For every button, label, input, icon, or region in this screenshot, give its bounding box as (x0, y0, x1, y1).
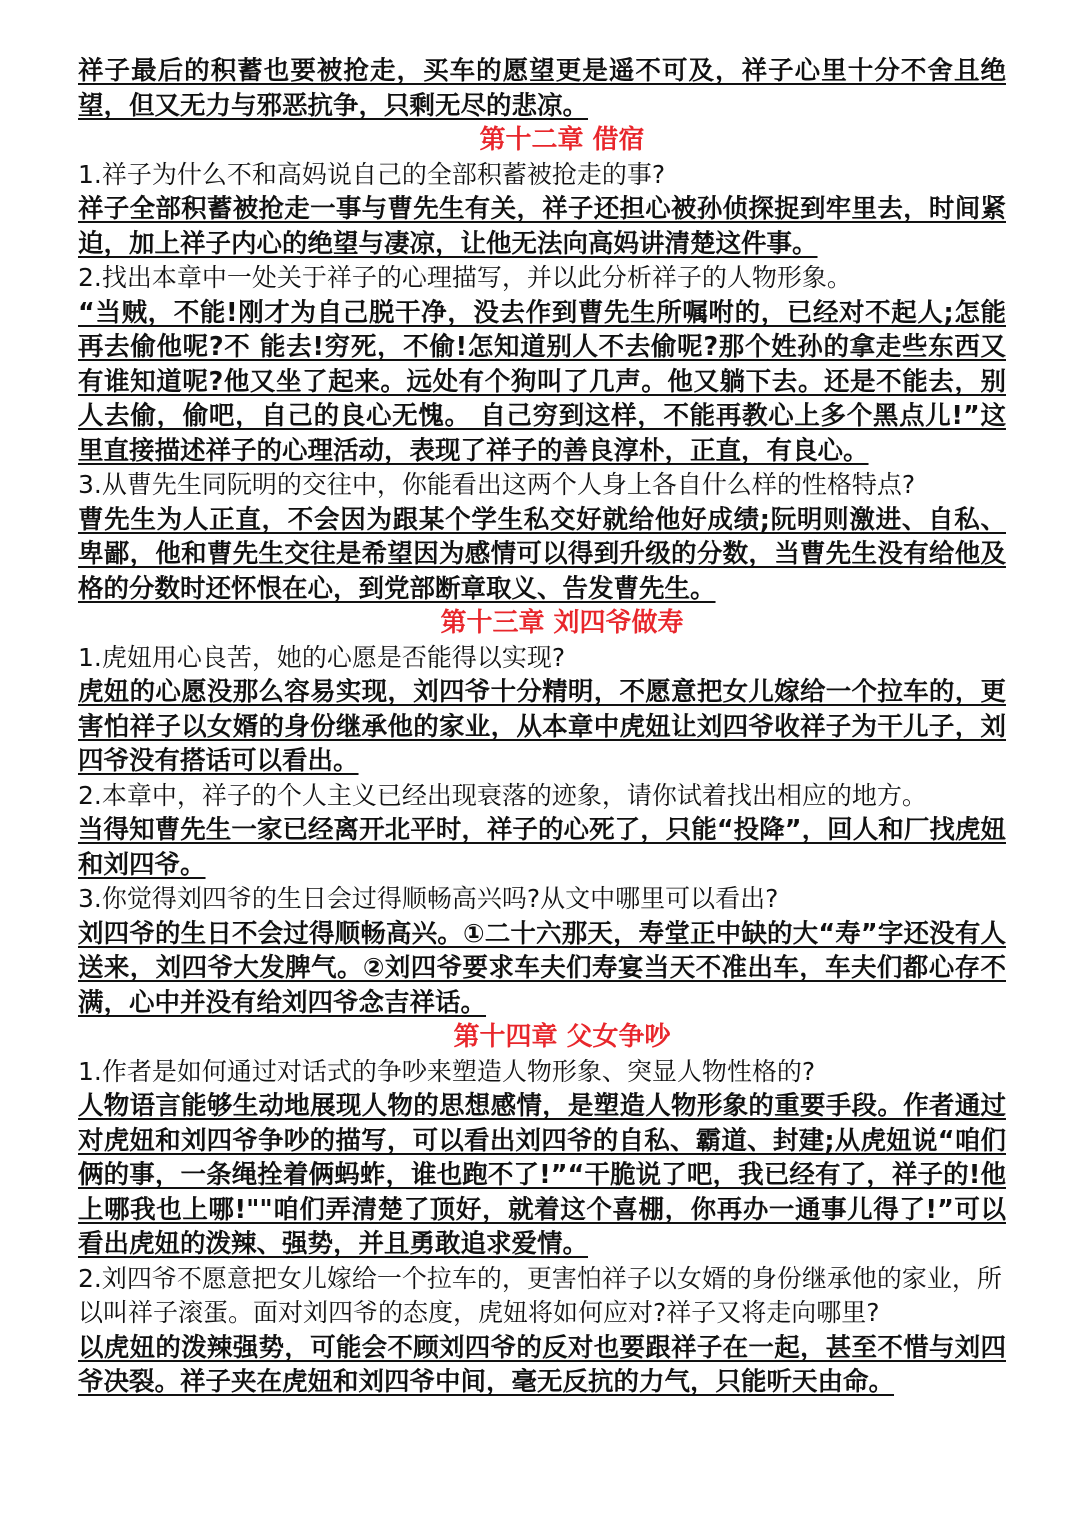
question-text: 2.本章中，祥子的个人主义已经出现衰落的迹象，请你试着找出相应的地方。 (78, 780, 927, 810)
question-text: 1.作者是如何通过对话式的争吵来塑造人物形象、突显人物性格的? (78, 1056, 816, 1086)
question-text: 2.刘四爷不愿意把女儿嫁给一个拉车的，更害怕祥子以女婿的身份继承他的家业，所以叫祥子滚蛋。面对刘四爷的态度，虎妞将如何应对?祥子又将走向哪里? (78, 1263, 1002, 1327)
answer-text: 祥子全部积蓄被抢走一事与曹先生有关，祥子还担心被孙侦探捉到牢里去，时间紧迫，加上祥子内心的绝望与凄凉，让他无法向高妈讲清楚这件事。 (78, 194, 1006, 259)
answer-text: 刘四爷的生日不会过得顺畅高兴。①二十六那天，寿堂正中缺的大“寿”字还没有人送来，刘四爷大发脾气。②刘四爷要求车夫们寿宴当天不准出车，车夫们都心存不满，心中并没有给刘四爷念吉祥话。 (78, 918, 1006, 1018)
answer-text: 以虎妞的泼辣强势，可能会不顾刘四爷的反对也要跟祥子在一起，甚至不惜与刘四爷决裂。祥子夹在虎妞和刘四爷中间，毫无反抗的力气，只能听天由命。 (78, 1332, 1006, 1397)
question-text: 3.从曹先生同阮明的交往中，你能看出这两个人身上各自什么样的性格特点? (78, 470, 916, 499)
answer-text: 当得知曹先生一家已经离开北平时，祥子的心死了，只能“投降”，回人和厂找虎妞和刘四爷。 (78, 815, 1006, 880)
answer-text: 祥子最后的积蓄也要被抢走，买车的愿望更是遥不可及，祥子心里十分不舍且绝望，但又无力与邪恶抗争，只剩无尽的悲凉。 (78, 56, 1006, 121)
chapter-title: 第十四章 父女争吵 (453, 1022, 671, 1052)
answer-text: “当贼，不能!刚才为自己脱干净，没去作到曹先生所嘱咐的，已经对不起人;怎能再去偷他呢?不 能去!穷死，不偷!怎知道别人不去偷呢?那个姓孙的拿走些东西又有谁知道呢?他又坐了起来。远处有个狗叫了几声。他又躺下去。还是不能去，别人去偷，偷吧，自己的良心无愧。 自己穷到这样，不能再教心上多个黑点儿!”这里直接描述祥子的心理活动，表现了祥子的善良淳朴，正直，有良心。 (78, 297, 1006, 466)
question-text: 1.虎妞用心良苦，她的心愿是否能得以实现? (78, 642, 566, 672)
chapter-title: 第十三章 刘四爷做寿 (440, 608, 684, 638)
question-text: 2.找出本章中一处关于祥子的心理描写，并以此分析祥子的人物形象。 (78, 263, 852, 292)
question-text: 3.你觉得刘四爷的生日会过得顺畅高兴吗?从文中哪里可以看出? (78, 884, 779, 913)
answer-text: 虎妞的心愿没那么容易实现，刘四爷十分精明，不愿意把女儿嫁给一个拉车的，更害怕祥子以女婿的身份继承他的家业，从本章中虎妞让刘四爷收祥子为干儿子，刘四爷没有搭话可以看出。 (78, 677, 1006, 776)
chapter-title: 第十二章 借宿 (479, 125, 645, 155)
answer-text: 曹先生为人正直，不会因为跟某个学生私交好就给他好成绩;阮明则激进、自私、卑鄙，他和曹先生交往是希望因为感情可以得到升级的分数，当曹先生没有给他及格的分数时还怀恨在心，到党部断章取义、告发曹先生。 (78, 504, 1006, 604)
answer-text: 人物语言能够生动地展现人物的思想感情，是塑造人物形象的重要手段。作者通过对虎妞和刘四爷争吵的描写，可以看出刘四爷的自私、霸道、封建;从虎妞说“咱们俩的事，一条绳拴着俩蚂蚱，谁也跑不了!”“干脆说了吧，我已经有了，祥子的!他上哪我也上哪!""咱们弄清楚了顶好，就着这个喜棚，你再办一通事儿得了!”可以看出虎妞的泼辣、强势，并且勇敢追求爱情。 (78, 1091, 1006, 1259)
question-text: 1.祥子为什么不和高妈说自己的全部积蓄被抢走的事? (78, 159, 666, 189)
study-notes (78, 54, 1006, 1400)
